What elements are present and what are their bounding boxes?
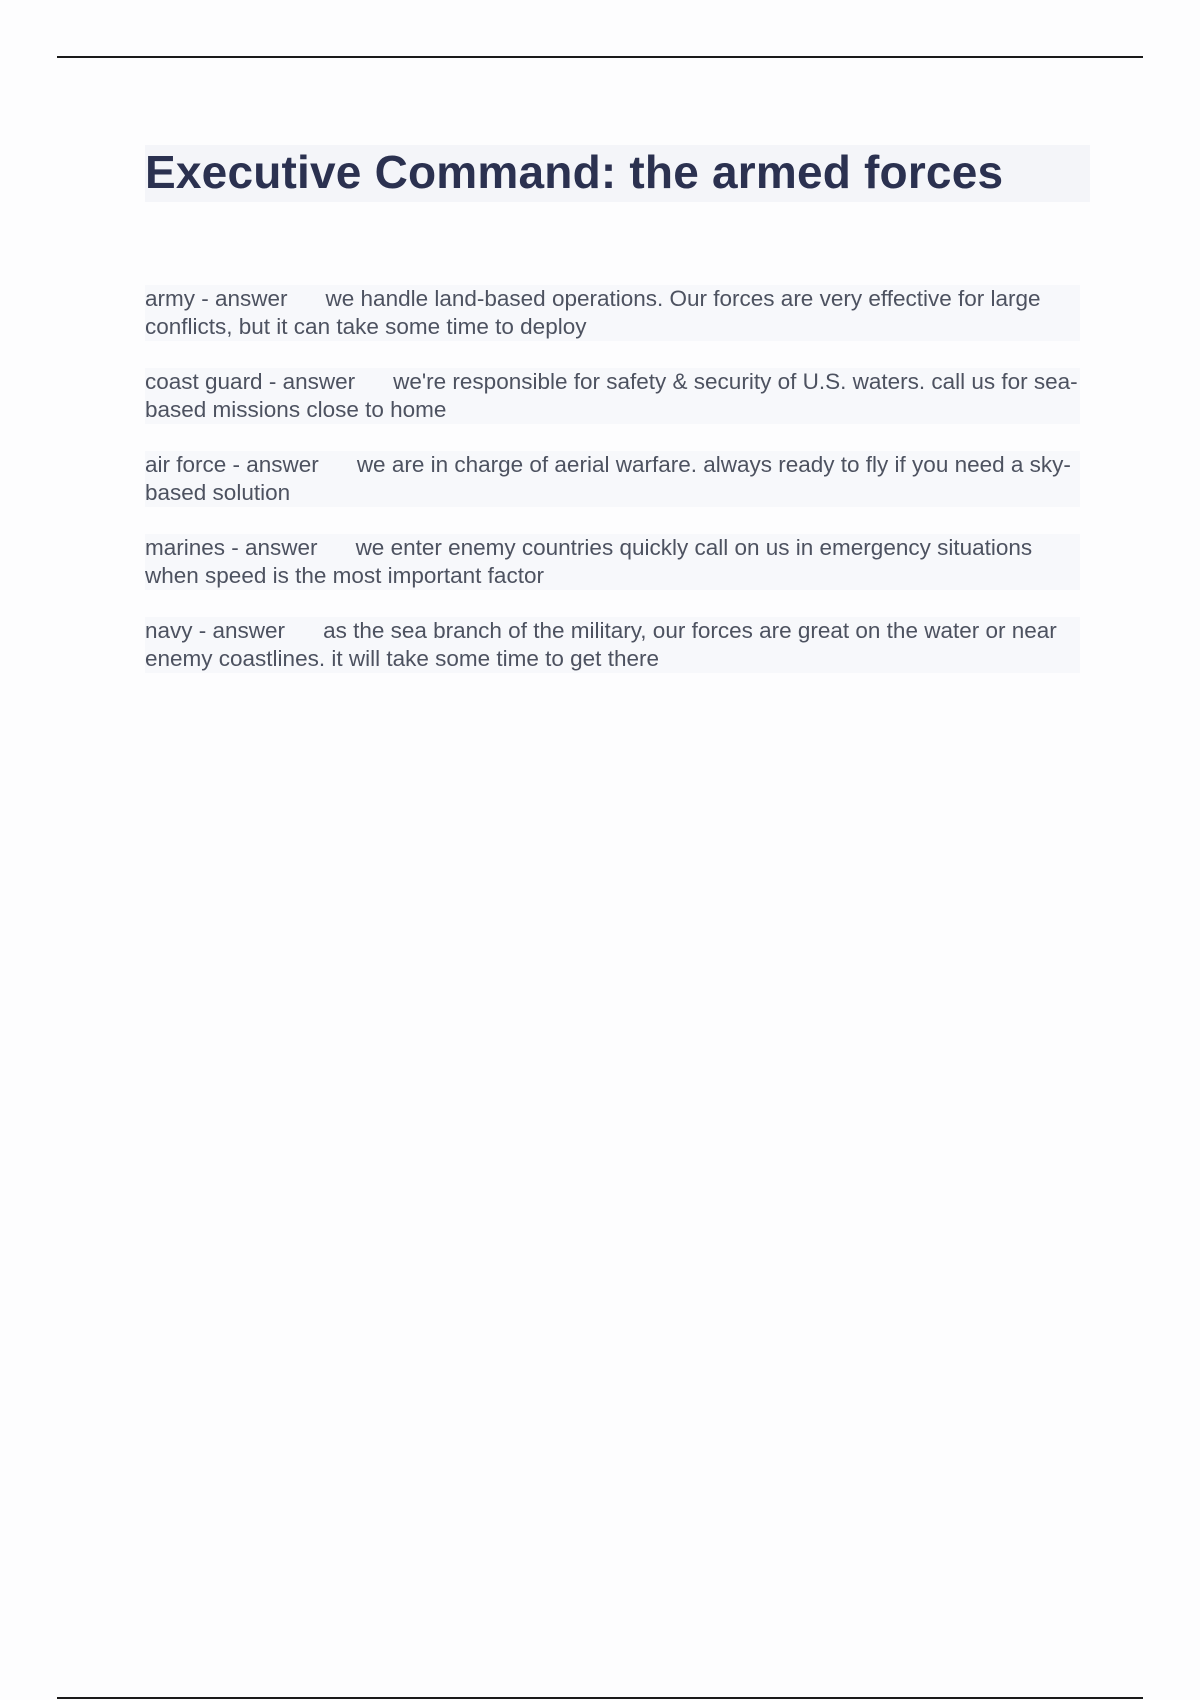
qa-list (145, 285, 1090, 673)
qa-item-coast-guard (145, 368, 1080, 424)
qa-definition: as the sea branch of the military, our forces are great on the water or near enemy coastlines. it will take some time to get there (145, 618, 1057, 671)
qa-term: army - answer (145, 286, 288, 311)
qa-item-navy (145, 617, 1080, 673)
qa-item-air-force (145, 451, 1080, 507)
bottom-divider (57, 1697, 1143, 1699)
page-title: Executive Command: the armed forces (145, 145, 1090, 202)
qa-definition: we are in charge of aerial warfare. always ready to fly if you need a sky-based solution (145, 452, 1071, 505)
document-page (145, 145, 1090, 700)
qa-definition: we're responsible for safety & security of U.S. waters. call us for sea-based missions close to home (145, 369, 1078, 422)
qa-definition: we handle land-based operations. Our forces are very effective for large conflicts, but it can take some time to deploy (145, 286, 1041, 339)
qa-term: coast guard - answer (145, 369, 356, 394)
qa-term: marines - answer (145, 535, 318, 560)
qa-item-army (145, 285, 1080, 341)
qa-term: navy - answer (145, 618, 286, 643)
top-divider (57, 56, 1143, 58)
qa-item-marines (145, 534, 1080, 590)
qa-definition: we enter enemy countries quickly call on us in emergency situations when speed is the most important factor (145, 535, 1033, 588)
qa-term: air force - answer (145, 452, 319, 477)
